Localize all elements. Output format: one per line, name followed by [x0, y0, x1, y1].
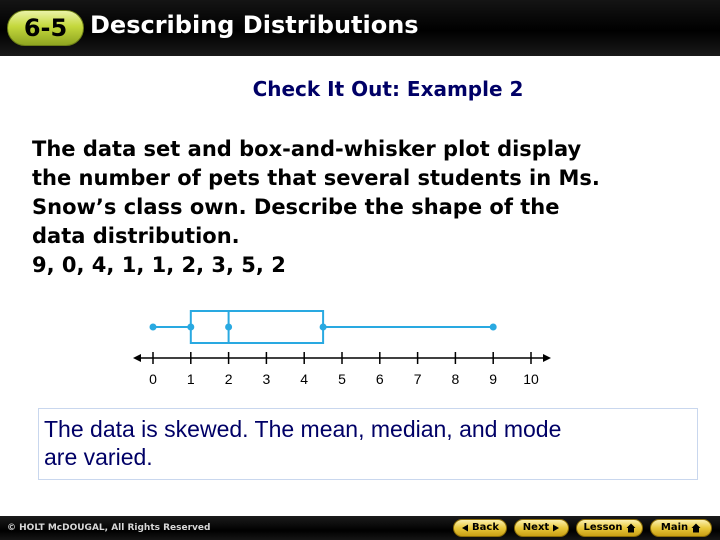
axis-tick-label: 9 [489, 371, 498, 387]
problem-line: Snow’s class own. Describe the shape of the [32, 195, 560, 219]
min-point [150, 324, 157, 331]
median-point [225, 324, 232, 331]
axis-arrow-right [543, 354, 551, 362]
arrow-left-icon [461, 524, 469, 532]
axis-tick-label: 10 [523, 371, 539, 387]
q1-point [187, 324, 194, 331]
lesson-button-label: Lesson [583, 522, 623, 533]
title-bar [0, 0, 720, 56]
axis-tick-label: 5 [338, 371, 346, 387]
axis-tick-label: 8 [451, 371, 460, 387]
axis-arrow-left [133, 354, 141, 362]
copyright-text: © HOLT McDOUGAL, All Rights Reserved [7, 523, 211, 533]
answer-line: are varied. [44, 444, 153, 470]
axis-tick-label: 1 [186, 371, 195, 387]
q3-point [320, 324, 327, 331]
axis-tick-label: 7 [413, 371, 422, 387]
lesson-number-badge: 6-5 [7, 10, 84, 46]
arrow-right-icon [552, 524, 560, 532]
answer-text [44, 415, 684, 471]
data-set-line: 9, 0, 4, 1, 1, 2, 3, 5, 2 [32, 253, 286, 277]
next-button-label: Next [522, 522, 550, 533]
home-icon [626, 523, 636, 533]
answer-box [38, 408, 698, 480]
problem-line: The data set and box-and-whisker plot display [32, 137, 582, 161]
home-icon [691, 523, 701, 533]
axis-tick-label: 4 [300, 371, 309, 387]
example-subtitle: Check It Out: Example 2 [252, 77, 524, 101]
problem-line: data distribution. [32, 224, 240, 248]
problem-line: the number of pets that several students in Ms. [32, 166, 600, 190]
axis-tick-label: 0 [149, 371, 157, 387]
answer-line: The data is skewed. The mean, median, and mode [44, 416, 562, 442]
lesson-button[interactable] [576, 519, 643, 537]
main-button-label: Main [660, 522, 689, 533]
box-and-whisker-plot [120, 306, 570, 396]
back-button-label: Back [472, 522, 499, 533]
main-button[interactable] [650, 519, 712, 537]
axis-tick-label: 6 [375, 371, 384, 387]
back-button[interactable] [453, 519, 507, 537]
footer-bar [0, 516, 720, 540]
problem-statement [32, 135, 712, 280]
max-point [490, 324, 497, 331]
lesson-title: Describing Distributions [90, 11, 419, 39]
axis-tick-label: 2 [224, 371, 233, 387]
interquartile-box [191, 311, 323, 343]
axis-tick-label: 3 [262, 371, 271, 387]
next-button[interactable] [514, 519, 569, 537]
